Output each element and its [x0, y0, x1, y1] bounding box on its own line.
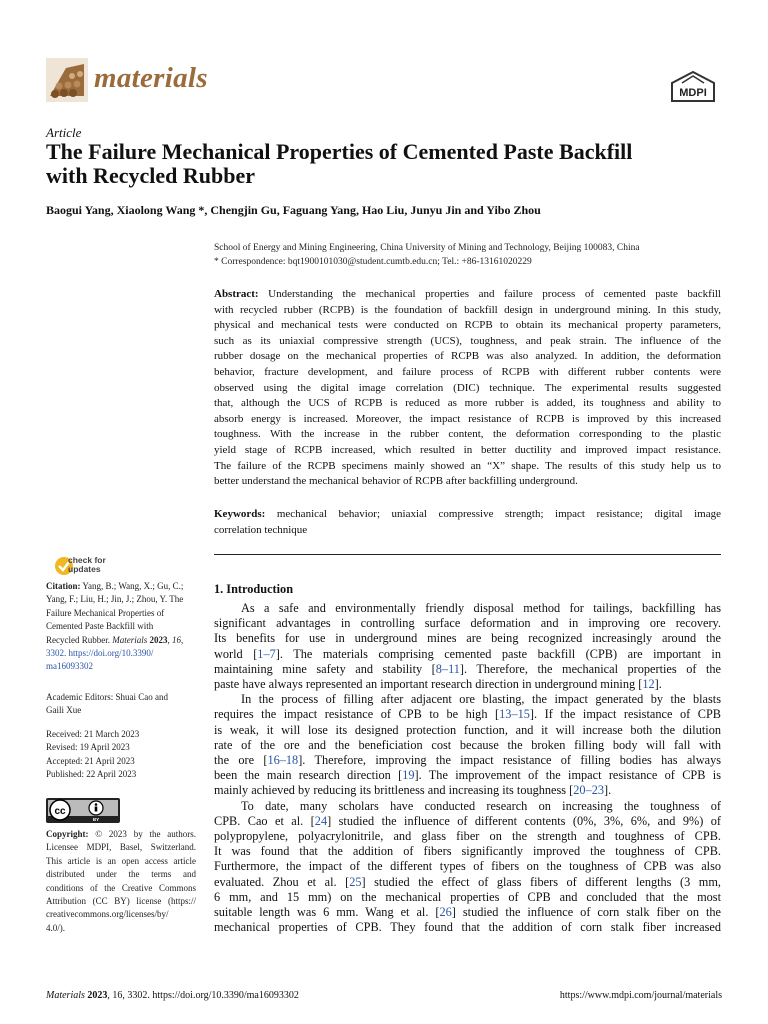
footer-journal: Materials [46, 990, 85, 1001]
text-segment: It was found that the addition of fibers significantly improved the toughness of CPB. [214, 844, 721, 858]
abstract-text: with recycled rubber (RCPB) is the foundation of backfill design in underground mining. In this study, [214, 304, 721, 316]
keywords-text: correlation technique [214, 524, 308, 536]
citation-text: Yang, B.; Wang, X.; Gu, C.; [80, 581, 184, 591]
text-segment: Its benefits for use in underground mines are being recognized increasingly around the [214, 631, 721, 645]
copyright-text: This article is an open access article [46, 856, 196, 866]
copyright-text: conditions of the Creative Commons [46, 883, 196, 893]
abstract-text: physical and mechanical tests were conducted on RCPB to obtain its mechanical property parameters, [214, 319, 721, 331]
paragraph-line [214, 814, 721, 829]
copyright-line [46, 908, 196, 921]
text-segment: evaluated. Zhou et al. [ [214, 875, 350, 889]
paragraph-line [214, 905, 721, 920]
citation-line [46, 647, 153, 660]
text-segment: requires the impact resistance of CPB to be high [ [214, 707, 500, 721]
publication-date: Accepted: 21 April 2023 [46, 756, 135, 766]
title-line: The Failure Mechanical Properties of Cemented Paste Backfill [46, 139, 633, 164]
text-segment: paste have always represented an important research direction in underground mining [ [214, 677, 643, 691]
text-segment: significant advantages in controlling surface deformation and in improving ore recovery. [214, 616, 721, 630]
copyright-text[interactable]: Attribution (CC BY) license (https:// [46, 896, 196, 906]
copyright-line [46, 841, 196, 854]
mdpi-logo-icon[interactable] [668, 70, 718, 104]
paragraph-line [214, 723, 721, 738]
citation-label: Citation: [46, 581, 81, 591]
abstract-line [214, 381, 721, 397]
publication-date: Received: 21 March 2023 [46, 729, 140, 739]
academic-editors: Academic Editors: Shuai Cao and [46, 692, 168, 702]
mdpi-logo-text: MDPI [679, 87, 707, 99]
copyright-line [46, 828, 196, 841]
citation-line [46, 660, 93, 673]
citation-line [46, 580, 183, 593]
footer-doi[interactable]: , 16, 3302. https://doi.org/10.3390/ma16093302 [107, 990, 299, 1001]
paragraph-line [214, 783, 721, 798]
paragraph-line [214, 738, 721, 753]
abstract-text: toughness. With the increase in the rubber content, the deformation corresponding to the plastic [214, 428, 721, 440]
paragraph-line [214, 647, 721, 662]
paragraph-line [214, 677, 721, 692]
copyright-line [46, 922, 196, 935]
reference-link[interactable]: 24 [314, 814, 328, 828]
text-segment: In the process of filling after adjacent ore blasting, the impact generated by the blasts [241, 692, 721, 706]
abstract-text: behavior, fracture development, and failure process of RCPB with different rubber contents were [214, 366, 721, 378]
svg-text:cc: cc [54, 806, 66, 817]
paragraph-line [214, 875, 721, 890]
reference-link[interactable]: 20–23 [573, 783, 605, 797]
text-segment: ]. [654, 677, 662, 691]
academic-editors: Gaili Xue [46, 705, 82, 715]
copyright-text: © 2023 by the authors. [88, 829, 196, 839]
svg-text:BY: BY [92, 817, 100, 822]
copyright-line [46, 868, 196, 881]
text-segment: ] studied the influence of different contents (0%, 3%, 6%, and 9%) of [327, 814, 722, 828]
citation-year: 2023 [149, 635, 168, 645]
abstract-text: Understanding the mechanical properties and failure process of cemented paste backfill [258, 288, 721, 300]
reference-link[interactable]: 19 [402, 768, 415, 782]
reference-link[interactable]: 26 [439, 905, 452, 919]
text-segment: ] studied the influence of corn stalk fiber on the [451, 905, 721, 919]
abstract-line [214, 459, 721, 475]
citation-text: Recycled Rubber. [46, 635, 113, 645]
abstract-line [214, 349, 721, 365]
text-segment: Furthermore, the impact of the different types of fibers on the toughness of CPB was also [214, 859, 721, 873]
paragraph-line [214, 616, 721, 631]
paragraph-line [214, 768, 721, 783]
reference-link[interactable]: 12 [642, 677, 655, 691]
footer-year: 2023 [87, 990, 108, 1001]
text-segment: As a safe and environmentally friendly disposal method for tailings, backfilling has [241, 601, 721, 615]
section-heading: 1. Introduction [214, 582, 294, 596]
title-line: with Recycled Rubber [46, 163, 255, 188]
citation-line [46, 620, 153, 633]
keywords-label: Keywords: [214, 508, 266, 520]
paragraph-line [214, 753, 721, 768]
abstract-line [214, 365, 721, 381]
paragraph-line [214, 662, 721, 677]
text-segment: world [ [214, 647, 258, 661]
abstract-line [214, 318, 721, 334]
keywords-line [214, 523, 721, 539]
citation-text: Failure Mechanical Properties of [46, 608, 165, 618]
cc-by-license-icon[interactable] [46, 798, 120, 823]
copyright-text[interactable]: creativecommons.org/licenses/by/ [46, 909, 169, 919]
abstract-line [214, 287, 721, 303]
publication-date: Revised: 19 April 2023 [46, 742, 130, 752]
reference-link[interactable]: 16–18 [267, 753, 299, 767]
citation-journal: Materials [112, 635, 148, 645]
publication-date: Published: 22 April 2023 [46, 769, 137, 779]
reference-link[interactable]: 25 [349, 875, 362, 889]
text-segment: ]. Therefore, improving the impact resistance of filling bodies has always [298, 753, 721, 767]
text-segment: been the main research direction [ [214, 768, 403, 782]
text-segment: polypropylene, polyacrylonitrile, and glass fiber on the strength and toughness of CPB. [214, 829, 721, 843]
abstract-text: yield stage of RCPB increased, which resulted in better ductility and improved impact resistance. [214, 444, 721, 456]
footer-journal-url[interactable]: https://www.mdpi.com/journal/materials [559, 990, 722, 1001]
copyright-text: distributed under the terms and [46, 869, 196, 879]
reference-link[interactable]: 13–15 [499, 707, 530, 721]
text-segment: ]. [604, 783, 612, 797]
text-segment: suitable length was 6 mm. Wang et al. [ [214, 905, 440, 919]
copyright-line [46, 895, 196, 908]
copyright-text[interactable]: 4.0/). [46, 923, 65, 933]
text-segment: ]. Therefore, the mechanical properties of the [459, 662, 721, 676]
paragraph-line [241, 601, 721, 616]
copyright-line [46, 882, 196, 895]
citation-line [46, 607, 164, 620]
journal-name: materials [94, 62, 208, 94]
abstract-line [214, 427, 721, 443]
check-for-updates-label[interactable] [68, 556, 106, 574]
abstract-text: such as its uniaxial compressive strength (UCS), toughness, and peak strain. The influence of the [214, 335, 721, 347]
author-list: Baogui Yang, Xiaolong Wang *, Chengjin Gu, Faguang Yang, Hao Liu, Junyu Jin and Yibo Zhou [46, 203, 541, 217]
abstract-line [214, 474, 721, 490]
abstract-line [214, 412, 721, 428]
text-segment: is weak, it will lose its designed protection function, and it will increase both the dilution [214, 723, 721, 737]
text-segment: 6 mm, and 15 mm) on the mechanical properties of CPB and concluded that the most [214, 890, 721, 904]
citation-line: Recycled Rubber. Materials 2023, 16, [46, 635, 184, 645]
abstract-line [214, 334, 721, 350]
citation-text: Cemented Paste Backfill with [46, 621, 154, 631]
paragraph-line [241, 799, 721, 814]
text-segment: mechanical properties of CPB. They found that the addition of corn stalk fiber increased [214, 920, 721, 934]
copyright-line [46, 855, 196, 868]
abstract-text: better understand the mechanical behavior of RCPB after backfilling underground. [214, 475, 578, 487]
article-type: Article [46, 125, 82, 140]
paragraph-line [214, 631, 721, 646]
abstract-label: Abstract: [214, 288, 259, 300]
text-segment: the ore [ [214, 753, 268, 767]
copyright-text: Licensee MDPI, Basel, Switzerland. [46, 842, 196, 852]
abstract-line [214, 396, 721, 412]
keywords-text: mechanical behavior; uniaxial compressive strength; impact resistance; digital image [265, 508, 721, 520]
text-segment: To date, many scholars have conducted research on increasing the toughness of [241, 799, 721, 813]
reference-link[interactable]: 1–7 [257, 647, 276, 661]
citation-text[interactable]: 3302. https://doi.org/10.3390/ [46, 648, 154, 658]
article-title [46, 140, 726, 188]
paragraph-line [241, 692, 721, 707]
abstract-text: that, although the UCS of RCPB is reduced as more rubber is added, its toughness and ability to [214, 397, 721, 409]
paragraph-line [214, 859, 721, 874]
paragraph-line [214, 707, 721, 722]
section-divider [214, 554, 721, 555]
abstract-line [214, 443, 721, 459]
text-segment: mainly achieved by reducing its brittleness and increasing its toughness [ [214, 783, 574, 797]
citation-text: Yang, F.; Liu, H.; Jin, J.; Zhou, Y. The [46, 594, 184, 604]
correspondence: * Correspondence: bqt1900101030@student.cumtb.edu.cn; Tel.: +86-13161020229 [214, 257, 532, 267]
materials-logo-icon [46, 58, 88, 102]
check-for-updates-line: check for [68, 555, 106, 565]
text-segment: maintaining mine safety and stability [ [214, 662, 436, 676]
text-segment: ]. The materials comprising cemented paste backfill (CPB) are important in [275, 647, 721, 661]
citation-volume: 16, [171, 635, 184, 645]
abstract-text: absorb energy is increased. Moreover, the impact resistance of RCPB is improved by this increased [214, 413, 721, 425]
citation-text[interactable]: ma16093302 [46, 661, 93, 671]
footer-citation [46, 990, 299, 1001]
reference-link[interactable]: 8–11 [435, 662, 460, 676]
paragraph-line [214, 844, 721, 859]
abstract-text: observed using the digital image correlation (DIC) technique. The experimental results suggested [214, 382, 721, 394]
text-segment: ]. The improvement of the impact resistance of CPB is [414, 768, 721, 782]
affiliation: School of Energy and Mining Engineering, China University of Mining and Technology, Beijing 100083, China [214, 243, 640, 253]
abstract-text: The failure of the RCPB specimens mainly showed an “X” shape. The results of this study help us to [214, 460, 721, 472]
text-segment: rate of the ore and the beneficiation cost because the broken filling body will fall with [214, 738, 721, 752]
check-for-updates-line: updates [68, 564, 101, 574]
paragraph-line [214, 890, 721, 905]
text-segment: CPB. Cao et al. [ [214, 814, 315, 828]
paragraph-line [214, 920, 721, 935]
abstract-line [214, 303, 721, 319]
copyright-label: Copyright: [46, 829, 89, 839]
text-segment: ]. If the impact resistance of CPB [529, 707, 721, 721]
abstract-text: rubber dosage on the mechanical properties of RCPB was also analyzed. In addition, the deformation [214, 350, 721, 362]
keywords-line [214, 507, 721, 523]
text-segment: ] studied the effect of glass fibers of different lengths (3 mm, [361, 875, 721, 889]
paragraph-line [214, 829, 721, 844]
citation-line [46, 593, 183, 606]
